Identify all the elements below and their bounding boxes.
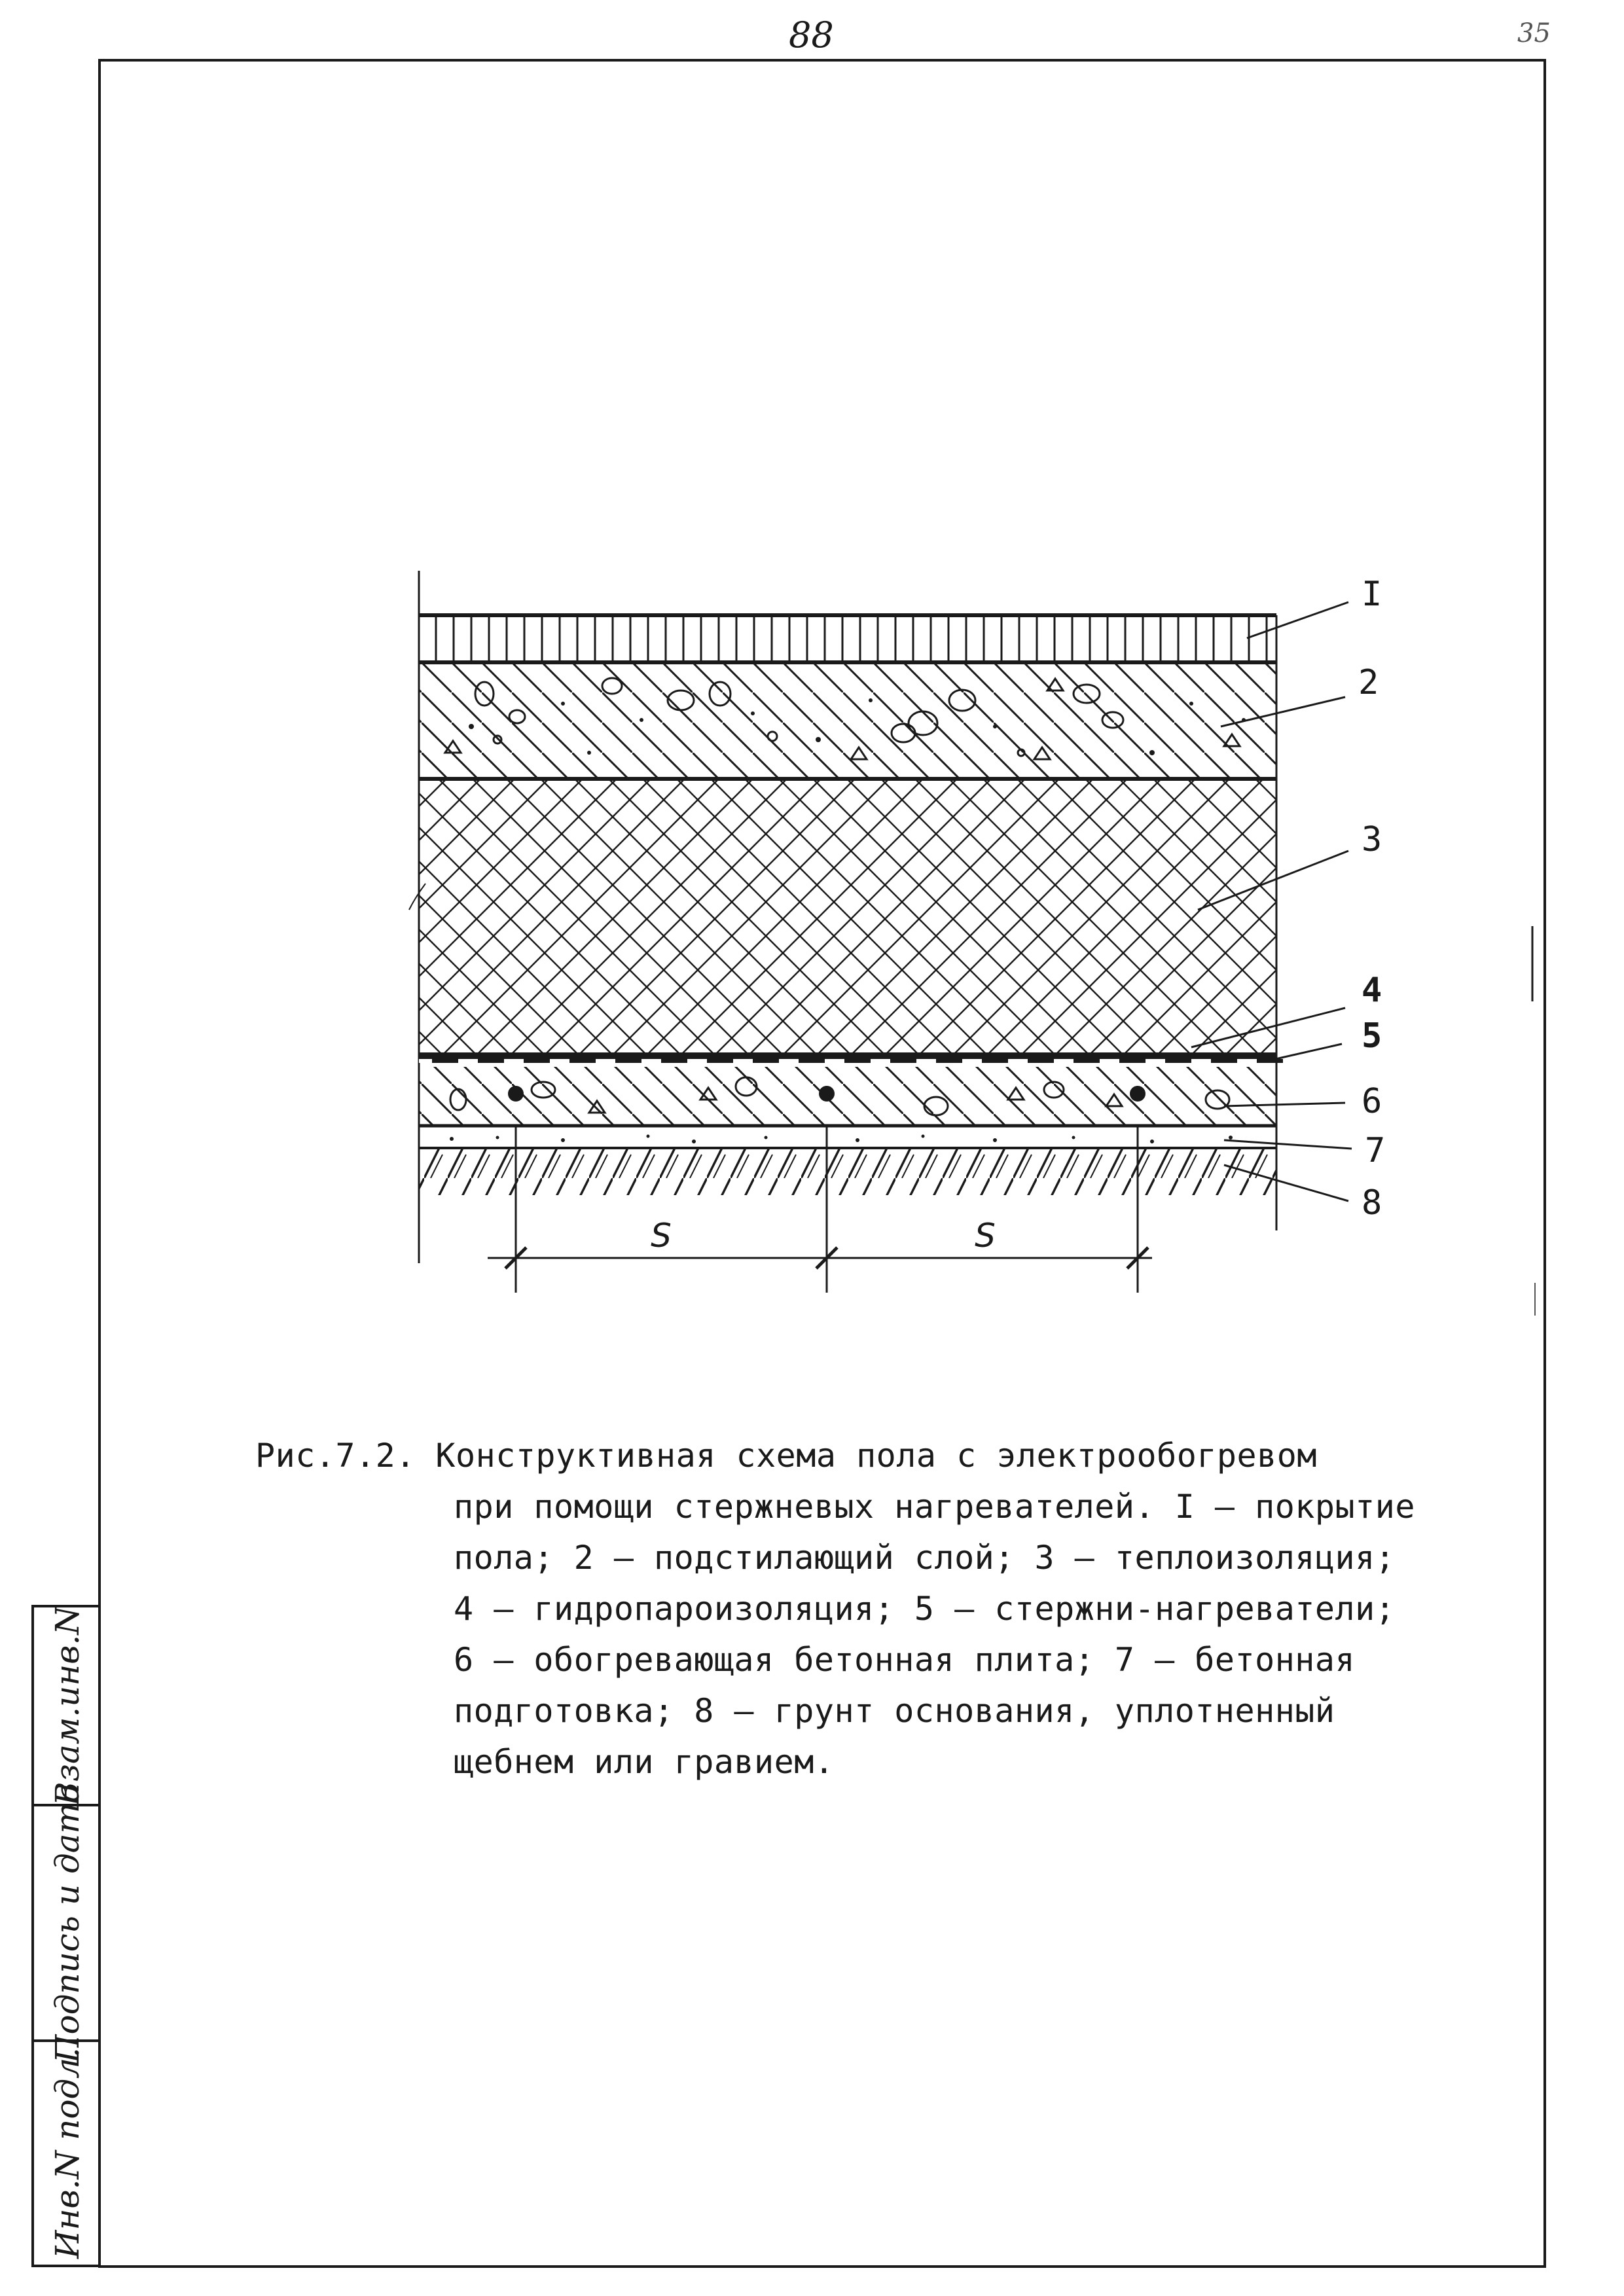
- caption-line-4: 4 – гидропароизоляция; 5 – стержни-нагреватели;: [454, 1590, 1396, 1628]
- layer-8-soil: [419, 1149, 1276, 1195]
- label-layer-3: 3: [1362, 820, 1382, 859]
- spacing-label-1: S: [651, 1217, 672, 1255]
- layer-7-concrete-preparation: [419, 1135, 1276, 1150]
- layer-3-thermal-insulation: [419, 780, 1276, 1052]
- spacing-label-2: S: [975, 1217, 996, 1255]
- label-layer-7: 7: [1365, 1131, 1386, 1170]
- stamp-field-inventory: Инв.N подл.: [48, 2047, 86, 2259]
- caption-line-7: щебнем или гравием.: [454, 1743, 835, 1781]
- corner-mark: 35: [1517, 18, 1551, 48]
- layer-6-heating-slab: [419, 1067, 1276, 1126]
- caption-line-5: 6 – обогревающая бетонная плита; 7 – бетонная: [454, 1641, 1356, 1679]
- caption-line-6: подготовка; 8 – грунт основания, уплотненный: [454, 1692, 1335, 1730]
- stamp-field-replacement: Взам.инв.N: [48, 1605, 86, 1806]
- label-layer-5: 5: [1362, 1016, 1382, 1056]
- caption-line-2: при помощи стержневых нагревателей. I – покрытие: [454, 1488, 1415, 1526]
- figure-caption: [255, 1430, 1415, 1787]
- label-layer-1: I: [1362, 575, 1382, 614]
- layer-1-floor-covering: [419, 615, 1276, 662]
- label-layer-6: 6: [1362, 1082, 1382, 1121]
- layer-4-vapor-barrier: [419, 1052, 1283, 1063]
- label-layer-8: 8: [1362, 1183, 1382, 1223]
- page-number: 88: [789, 14, 834, 56]
- caption-line-1: Рис.7.2. Конструктивная схема пола с электрообогревом: [255, 1437, 1317, 1475]
- layer-2-base-layer: [419, 664, 1276, 779]
- heater-rod-3: [1130, 1086, 1146, 1102]
- stamp-field-signature-date: Подпись и дата: [48, 1783, 86, 2063]
- heater-rod-2: [819, 1086, 835, 1102]
- label-layer-2: 2: [1358, 663, 1379, 702]
- caption-line-3: пола; 2 – подстилающий слой; 3 – теплоизоляция;: [454, 1539, 1396, 1577]
- label-layer-4: 4: [1362, 971, 1382, 1010]
- heater-rod-1: [508, 1086, 524, 1102]
